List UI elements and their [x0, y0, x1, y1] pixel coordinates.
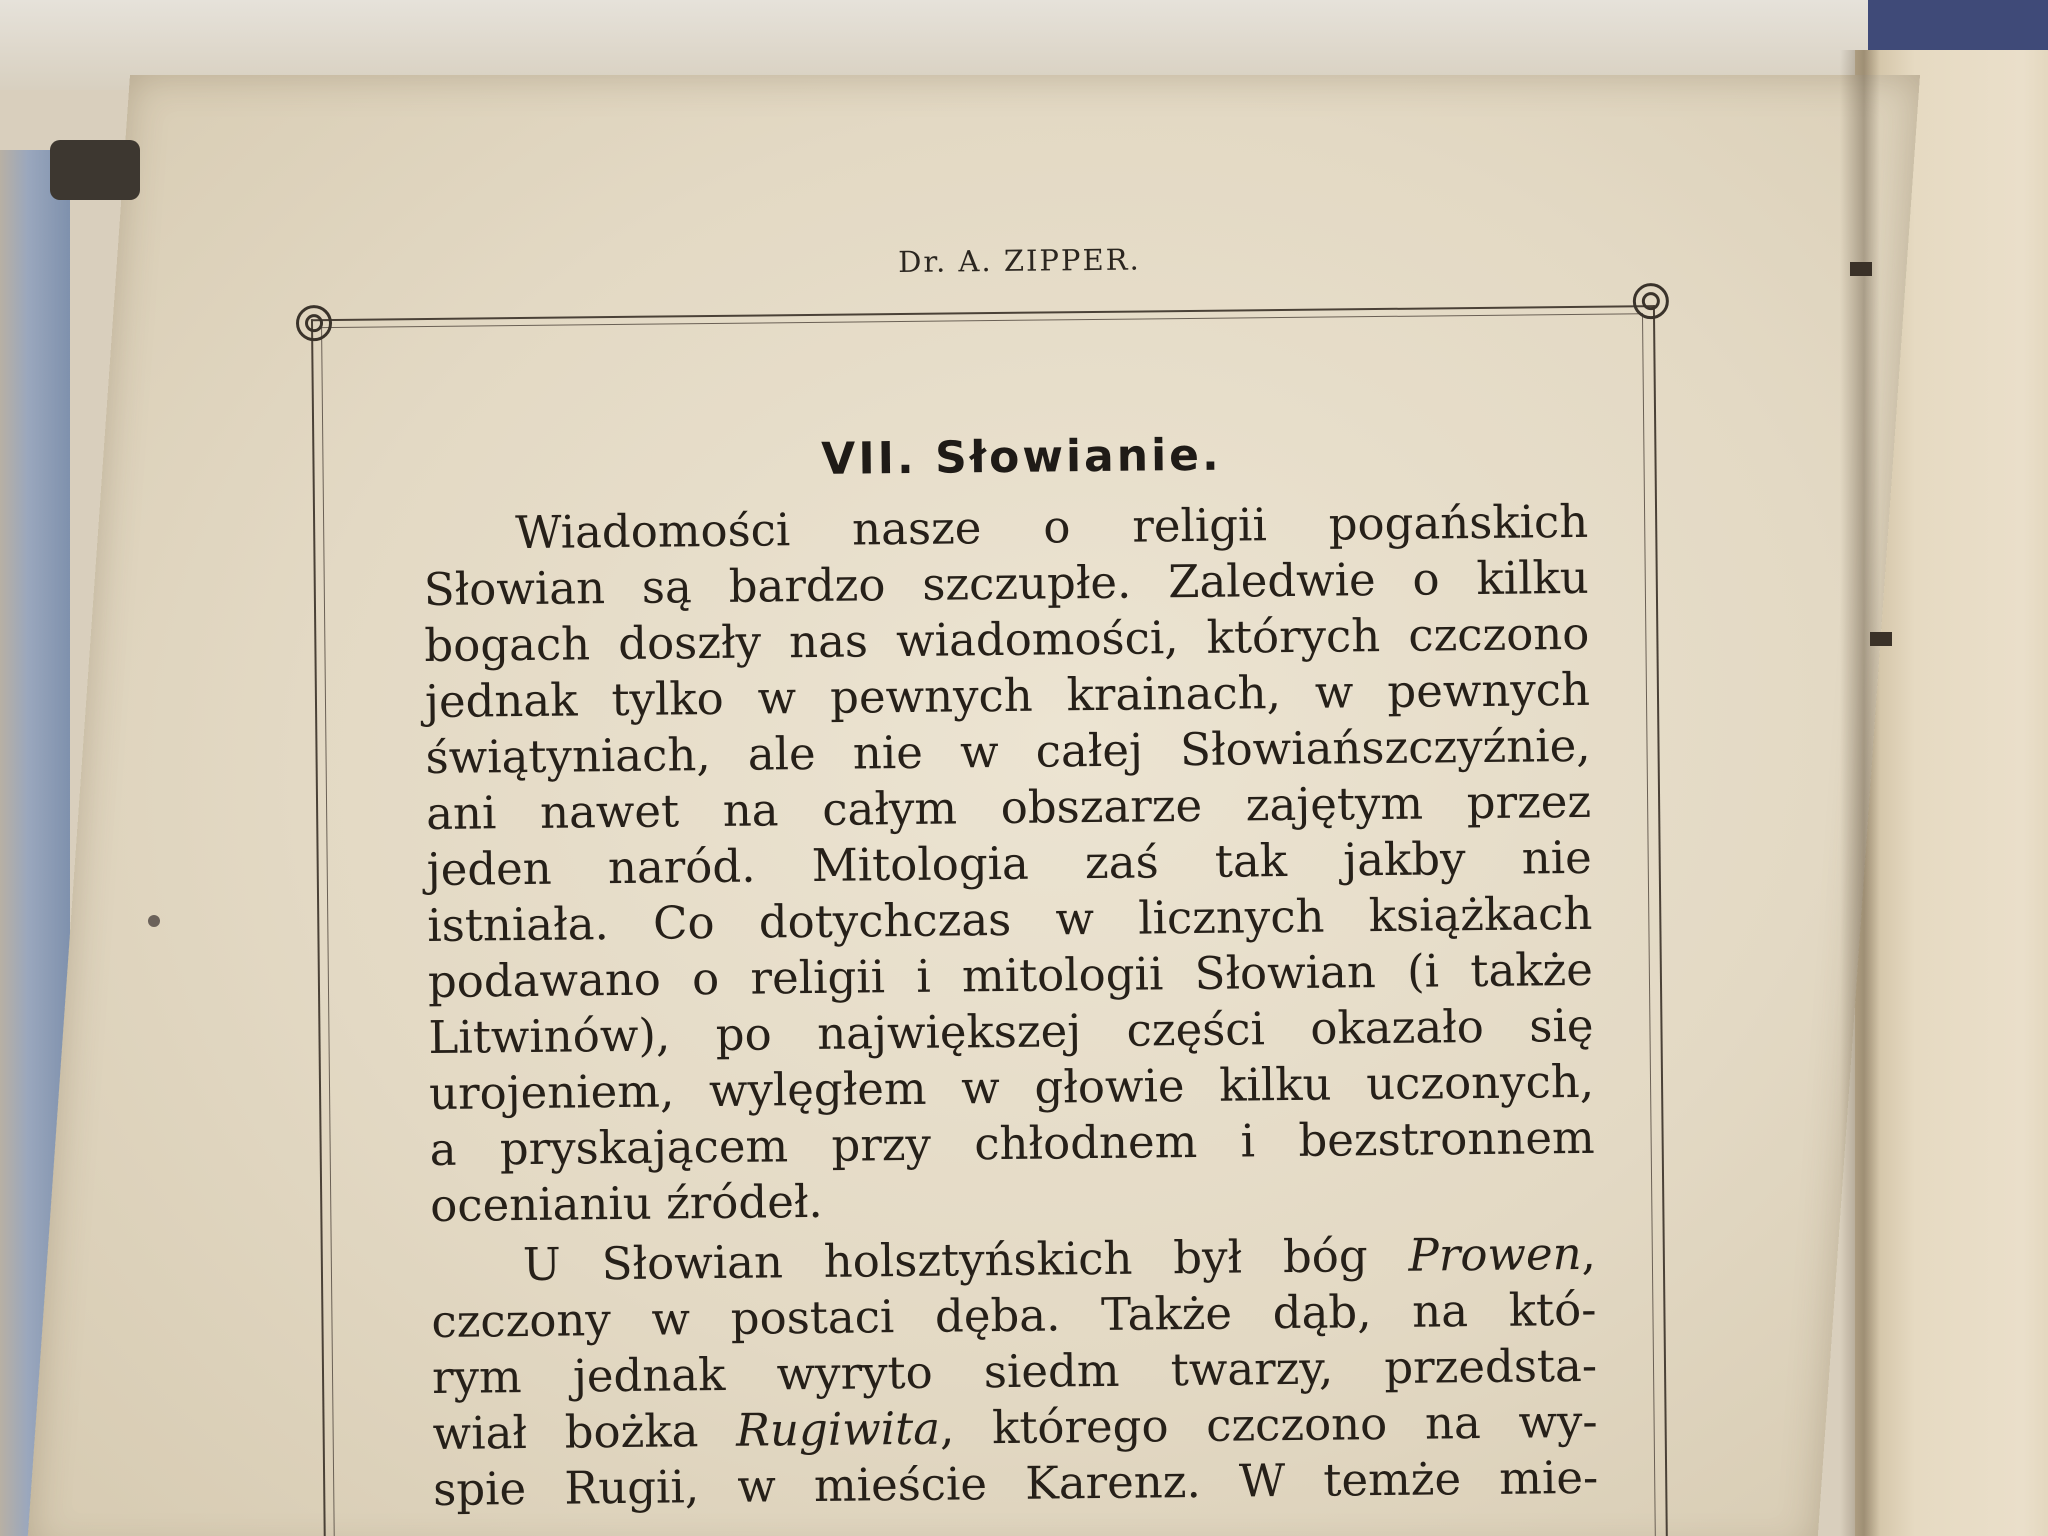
text-line: podawano o religii i mitologii Słowian (i także	[427, 942, 1594, 1009]
chapter-heading: VII. Słowianie.	[820, 429, 1222, 485]
text-line: a pryskającem przy chłodnem i bezstronnem	[429, 1110, 1595, 1176]
running-header: Dr. A. ZIPPER.	[897, 242, 1141, 280]
text-line: wiał bożka Rugiwita, którego czczono na wy-	[432, 1394, 1598, 1460]
text-line: czczony w postaci dęba. Także dąb, na któ-	[431, 1282, 1597, 1348]
text-line: jeden naród. Mitologia zaś tak jakby nie	[426, 830, 1592, 897]
frame-ornament-left	[296, 305, 332, 341]
text-line: Wiadomości nasze o religii pogańskich	[514, 494, 1589, 560]
text-line: Litwinów), po największej części okazało się	[428, 998, 1594, 1065]
text-line: ani nawet na całym obszarze zajętym przez	[425, 774, 1592, 841]
text-line: bogach doszły nas wiadomości, których czczono	[424, 606, 1590, 673]
text-line: Słowian są bardzo szczupłe. Zaledwie o kilku	[423, 550, 1590, 617]
text-line: jednak tylko w pewnych krainach, w pewnych	[424, 662, 1591, 729]
text-line: istniała. Co dotychczas w licznych książkach	[427, 886, 1593, 953]
text-line: U Słowian holsztyńskich był bóg Prowen,	[522, 1226, 1597, 1292]
text-line: świątyniach, ale nie w całej Słowiańszczyźnie,	[425, 718, 1591, 785]
text-line: spie Rugii, w mieście Karenz. W temże mie-	[432, 1450, 1599, 1516]
text-line: urojeniem, wylęgłem w głowie kilku uczonych,	[428, 1054, 1595, 1120]
frame-ornament-right	[1633, 283, 1669, 319]
text-line: rym jednak wyryto siedm twarzy, przedsta-	[431, 1338, 1598, 1404]
text-line: ocenianiu źródeł.	[429, 1174, 823, 1232]
